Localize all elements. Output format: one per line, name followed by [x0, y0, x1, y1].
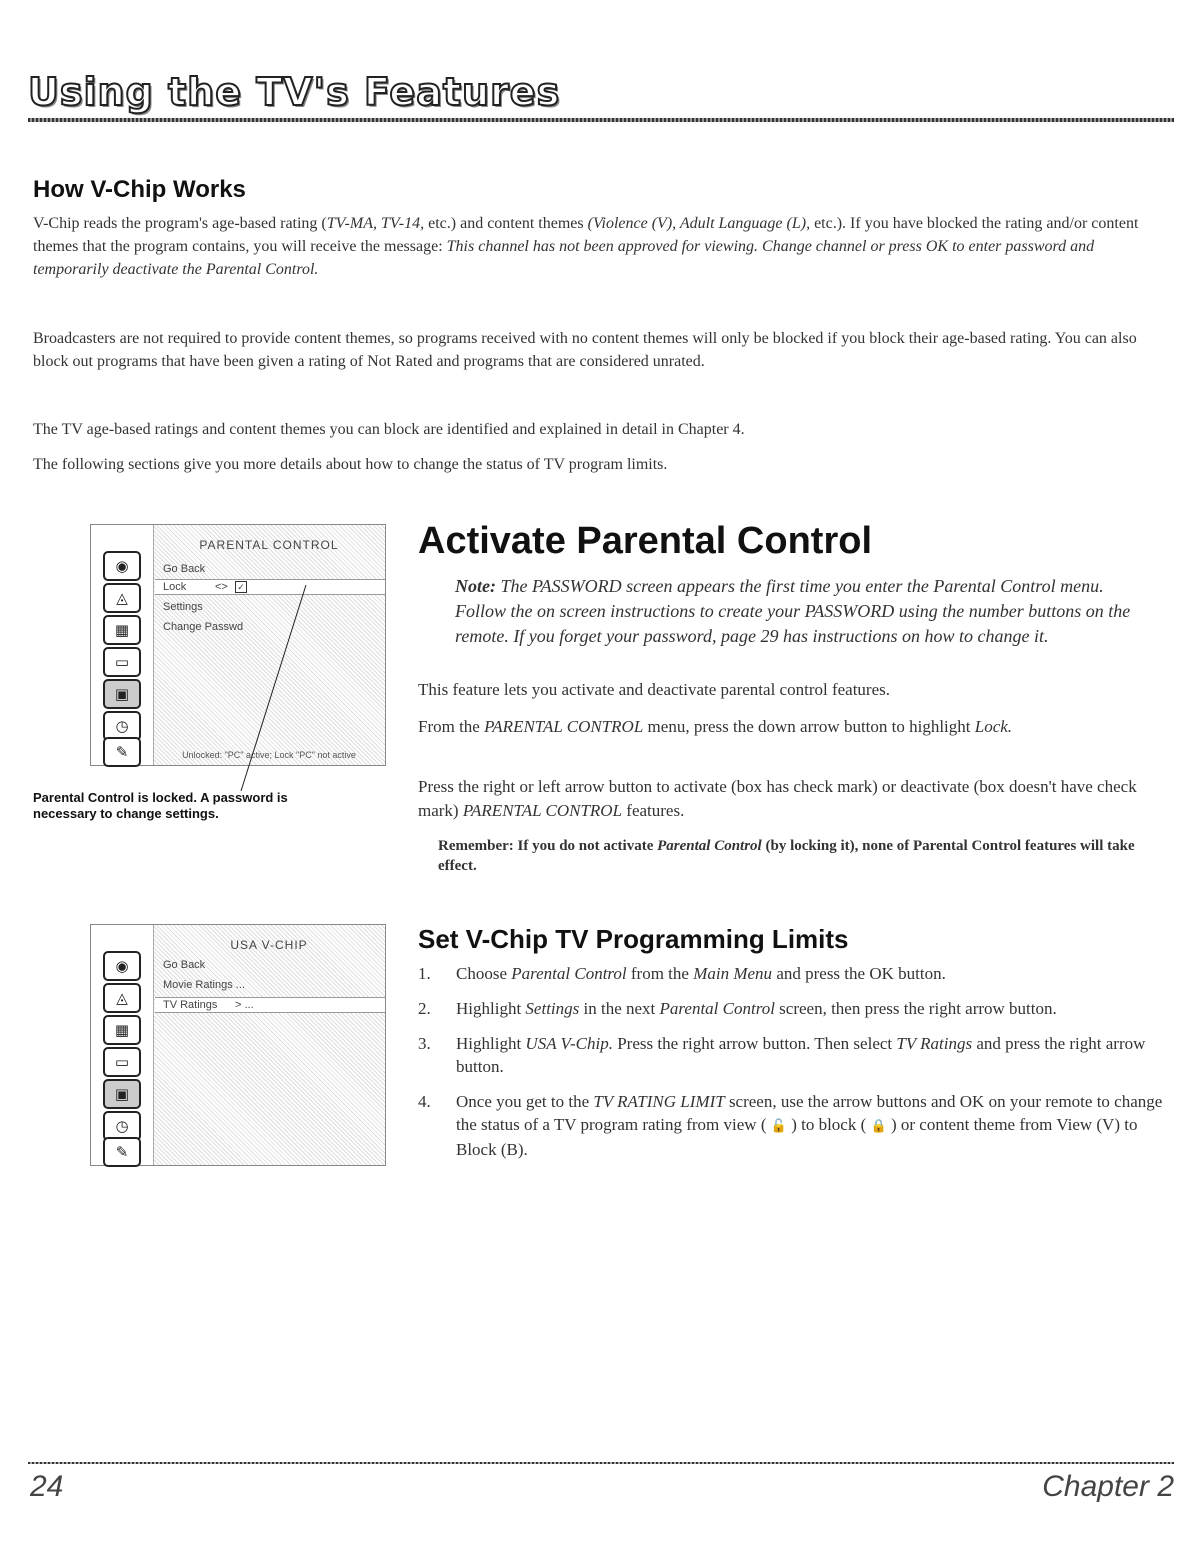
picture-icon: ◬	[103, 583, 141, 613]
menu-item-tv-ratings[interactable]: TV Ratings > ...	[155, 997, 385, 1013]
menu-item-go-back[interactable]: Go Back	[163, 959, 206, 971]
steps-list	[418, 962, 1168, 1173]
list-item: 2. Highlight Settings in the next Parental Control screen, then press the right arrow button.	[418, 999, 1057, 1018]
paragraph: The following sections give you more details about how to change the status of TV program limits.	[33, 456, 668, 473]
channel-icon: ▣	[103, 679, 141, 709]
setup-icon: ✎	[103, 1137, 141, 1167]
screen-icon: ▭	[103, 647, 141, 677]
menu-item-go-back[interactable]: Go Back	[163, 563, 206, 575]
header-rule	[28, 118, 1174, 122]
figure-caption: Parental Control is locked. A password is necessary to change settings.	[33, 790, 288, 821]
lock-status-text: Unlocked: "PC" active; Lock "PC" not active	[182, 750, 356, 760]
view-lock-icon: 🔓	[770, 1119, 787, 1134]
menu-item-settings[interactable]: Settings	[163, 601, 203, 613]
tv-icon: ▦	[103, 615, 141, 645]
menu-item-movie-ratings[interactable]: Movie Ratings ...	[163, 979, 245, 991]
paragraph: Broadcasters are not required to provide content themes, so programs received with no content themes will only be blocked if you block their age-based rating. You can also block out programs that have been given a rating of Not Rated and programs that are considered unrated.	[33, 330, 1137, 370]
paragraph: The TV age-based ratings and content themes you can block are identified and explained in detail in Chapter 4.	[33, 421, 745, 438]
paragraph: From the PARENTAL CONTROL menu, press the down arrow button to highlight Lock.	[418, 717, 1013, 736]
picture-icon: ◬	[103, 983, 141, 1013]
menu-item-lock[interactable]: Lock <> ✓	[155, 579, 385, 595]
list-item: 1. Choose Parental Control from the Main Menu and press the OK button.	[418, 964, 946, 983]
usa-vchip-menu-screenshot	[90, 924, 386, 1166]
callout-line	[221, 585, 311, 795]
paragraph: This feature lets you activate and deactivate parental control features.	[418, 680, 890, 699]
section-heading-how-vchip: How V-Chip Works	[33, 176, 246, 203]
channel-icon: ▣	[103, 1079, 141, 1109]
page-header-title: Using the TV's Features	[28, 70, 561, 114]
list-item: 3. Highlight USA V-Chip. Press the right arrow button. Then select TV Ratings and press the right arrow button.	[418, 1034, 1146, 1076]
menu-icon-column	[95, 525, 147, 765]
sound-icon: ◉	[103, 551, 141, 581]
remember-note: Remember: If you do not activate Parental Control (by locking it), none of Parental Control features will take effect.	[438, 838, 1135, 874]
page-number: 24	[30, 1470, 64, 1503]
paragraph: Press the right or left arrow button to activate (box has check mark) or deactivate (box doesn't have check mark) PARENTAL CONTROL features.	[418, 777, 1137, 820]
section-heading-vchip-limits: Set V-Chip TV Programming Limits	[418, 924, 849, 954]
list-item: 4. Once you get to the TV RATING LIMIT screen, use the arrow buttons and OK on your remote to change the status of a TV program rating from view ( 🔓 ) to block ( 🔒 ) or content theme from View (V) to Block (B).	[418, 1092, 1163, 1159]
clock-icon: ◷	[103, 711, 141, 741]
note: Note: The PASSWORD screen appears the first time you enter the Parental Control menu. Follow the on screen instructions to create your PASSWORD using the number buttons on the remote. If you forget your password, page 29 has instructions on how to change it.	[455, 576, 1131, 646]
menu-item-change-password[interactable]: Change Passwd	[163, 621, 244, 633]
chapter-label: Chapter 2	[1042, 1470, 1174, 1503]
block-lock-icon: 🔒	[870, 1119, 887, 1134]
screen-icon: ▭	[103, 1047, 141, 1077]
lock-checkbox[interactable]: ✓	[235, 581, 247, 593]
setup-icon: ✎	[103, 737, 141, 767]
parental-control-menu-screenshot	[90, 524, 386, 766]
footer-rule	[28, 1462, 1174, 1464]
section-heading-activate: Activate Parental Control	[418, 520, 872, 562]
paragraph: V-Chip reads the program's age-based rating (TV-MA, TV-14, etc.) and content themes (Violence (V), Adult Language (L), etc.). If you have blocked the rating and/or content themes that the program contains, you will receive the message: This channel has not been approved for viewing. Change channel or press OK to enter password and temporarily deactivate the Parental Control.	[33, 215, 1139, 278]
menu-icon-column	[95, 925, 147, 1165]
sound-icon: ◉	[103, 951, 141, 981]
menu-title: PARENTAL CONTROL	[199, 538, 339, 552]
clock-icon: ◷	[103, 1111, 141, 1141]
menu-title: USA V-CHIP	[230, 938, 308, 952]
tv-icon: ▦	[103, 1015, 141, 1045]
